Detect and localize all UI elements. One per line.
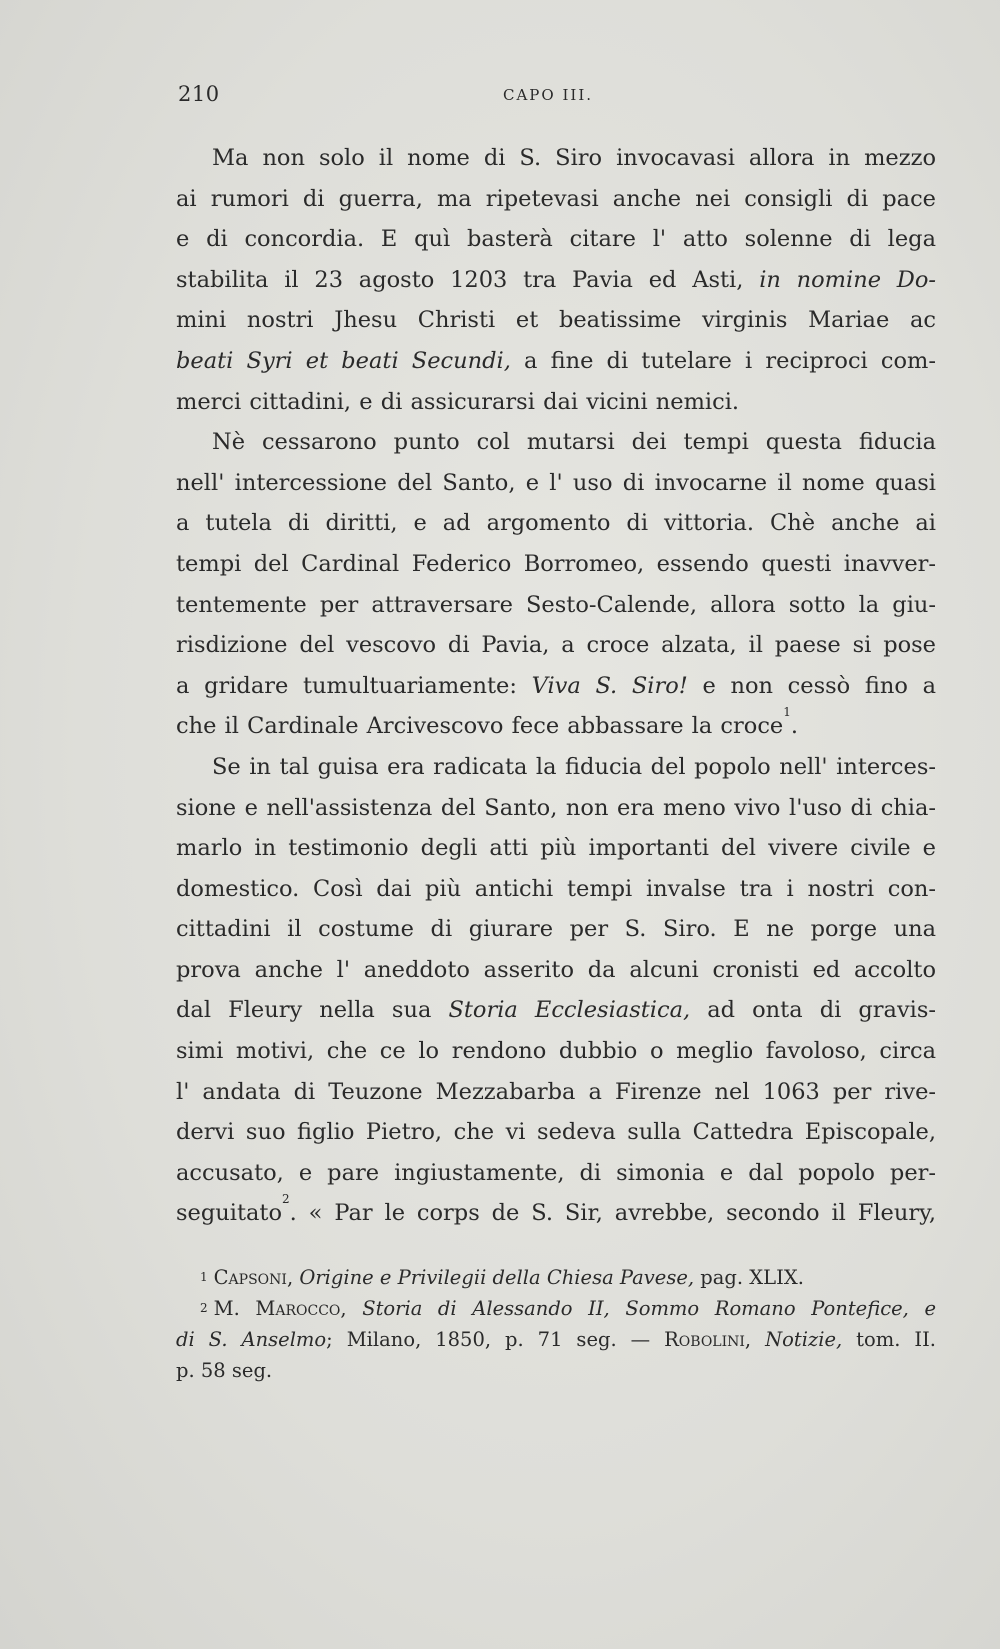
text-line: a tutela di diritti, e ad argomento di vittoria. Chè anche ai <box>176 510 936 537</box>
footnote-mark: 1 <box>200 1270 208 1284</box>
footnote-ref-2[interactable]: 2 <box>282 1192 290 1207</box>
footnote-text: ; Milano, 1850, p. 71 seg. — <box>326 1328 651 1351</box>
footnote-title: di S. Anselmo <box>176 1328 327 1351</box>
text-line <box>176 666 936 707</box>
text-span: che il Cardinale Arcivescovo fece abbassare la croce <box>176 713 784 740</box>
text-span: ad onta di gravis- <box>707 997 937 1024</box>
text-line <box>176 341 936 382</box>
footnote-text: pag. XLIX. <box>700 1266 804 1289</box>
text-span: e non cessò fino a <box>702 672 937 699</box>
text-line: merci cittadini, e di assicurarsi dai vicini nemici. <box>176 388 740 415</box>
text-span: a fine di tutelare i reciproci com- <box>524 347 936 374</box>
text-line: tentemente per attraversare Sesto-Calende, allora sotto la giu- <box>176 591 936 618</box>
text-line: prova anche l' aneddoto asserito da alcuni cronisti ed accolto <box>176 956 936 983</box>
text-line: risdizione del vescovo di Pavia, a croce alzata, il paese si pose <box>176 632 936 659</box>
footnote-title: Origine e Privilegii della Chiesa Pavese, <box>299 1266 695 1289</box>
text-line <box>176 990 936 1031</box>
text-line: domestico. Così dai più antichi tempi invalse tra i nostri con- <box>176 875 936 902</box>
body-text <box>176 138 936 1234</box>
text-line: e di concordia. E quì basterà citare l' atto solenne di lega <box>176 226 936 253</box>
text-span: a gridare tumultuariamente: <box>176 672 517 699</box>
text-line: accusato, e pare ingiustamente, di simonia e dal popolo per- <box>176 1159 936 1186</box>
footnote-author: Robolini, <box>664 1328 752 1351</box>
footnote-mark: 2 <box>200 1301 208 1315</box>
footnote-1 <box>176 1262 936 1293</box>
book-title: Storia Ecclesiastica, <box>448 997 691 1024</box>
text-line: Ma non solo il nome di S. Siro invocavasi allora in mezzo <box>212 145 936 171</box>
text-line: Nè cessarono punto col mutarsi dei tempi questa fiducia <box>212 429 936 456</box>
text-line <box>176 1193 936 1234</box>
text-line: simi motivi, che ce lo rendono dubbio o meglio favoloso, circa <box>176 1038 936 1065</box>
text-line: sione e nell'assistenza del Santo, non era meno vivo l'uso di chia- <box>176 794 936 821</box>
exclamation-quote: Viva S. Siro! <box>531 672 688 699</box>
text-line: Se in tal guisa era radicata la fiducia del popolo nell' interces- <box>212 753 936 780</box>
footnote-2-cont: p. 58 seg. <box>176 1359 273 1382</box>
text-line: tempi del Cardinal Federico Borromeo, essendo questi inavver- <box>176 550 936 577</box>
latin-quote: in nomine Do- <box>759 266 936 293</box>
text-line: ai rumori di guerra, ma ripetevasi anche nei consigli di pace <box>176 185 936 212</box>
footnotes <box>176 1262 936 1386</box>
footnote-author: M. Marocco, <box>213 1297 347 1320</box>
text-span: . <box>790 713 799 740</box>
footnote-title: Notizie, <box>765 1328 843 1351</box>
latin-quote-line: mini nostri Jhesu Christi et beatissime virginis Mariae ac <box>176 307 936 334</box>
text-span: seguitato <box>176 1200 282 1227</box>
text-line <box>176 706 936 747</box>
text-line <box>176 260 936 301</box>
text-span: dal Fleury nella sua <box>176 997 432 1024</box>
footnote-ref-1[interactable]: 1 <box>783 705 791 720</box>
footnote-author: Capsoni, <box>213 1266 294 1289</box>
text-line: marlo in testimonio degli atti più importanti del vivere civile e <box>176 835 936 862</box>
text-span: stabilita il 23 agosto 1203 tra Pavia ed Asti, <box>176 266 744 293</box>
text-line: nell' intercessione del Santo, e l' uso di invocarne il nome quasi <box>176 469 936 496</box>
latin-quote: beati Syri et beati Secundi, <box>176 347 511 374</box>
footnote-text: tom. II. <box>856 1328 937 1351</box>
footnote-title: Storia di Alessando II, Sommo Romano Pontefice, e <box>362 1297 937 1320</box>
text-line: l' andata di Teuzone Mezzabarba a Firenze nel 1063 per rive- <box>176 1078 936 1105</box>
page-number: 210 <box>178 82 220 106</box>
footnote-2-cont <box>176 1324 936 1355</box>
footnote-2 <box>176 1293 936 1324</box>
text-line: dervi suo figlio Pietro, che vi sedeva sulla Cattedra Episcopale, <box>176 1119 936 1146</box>
text-span: . « Par le corps de S. Sir, avrebbe, secondo il Fleury, <box>289 1200 936 1227</box>
text-line: cittadini il costume di giurare per S. Siro. E ne porge una <box>176 916 936 943</box>
running-head <box>178 82 933 112</box>
chapter-title: CAPO III. <box>503 86 594 104</box>
